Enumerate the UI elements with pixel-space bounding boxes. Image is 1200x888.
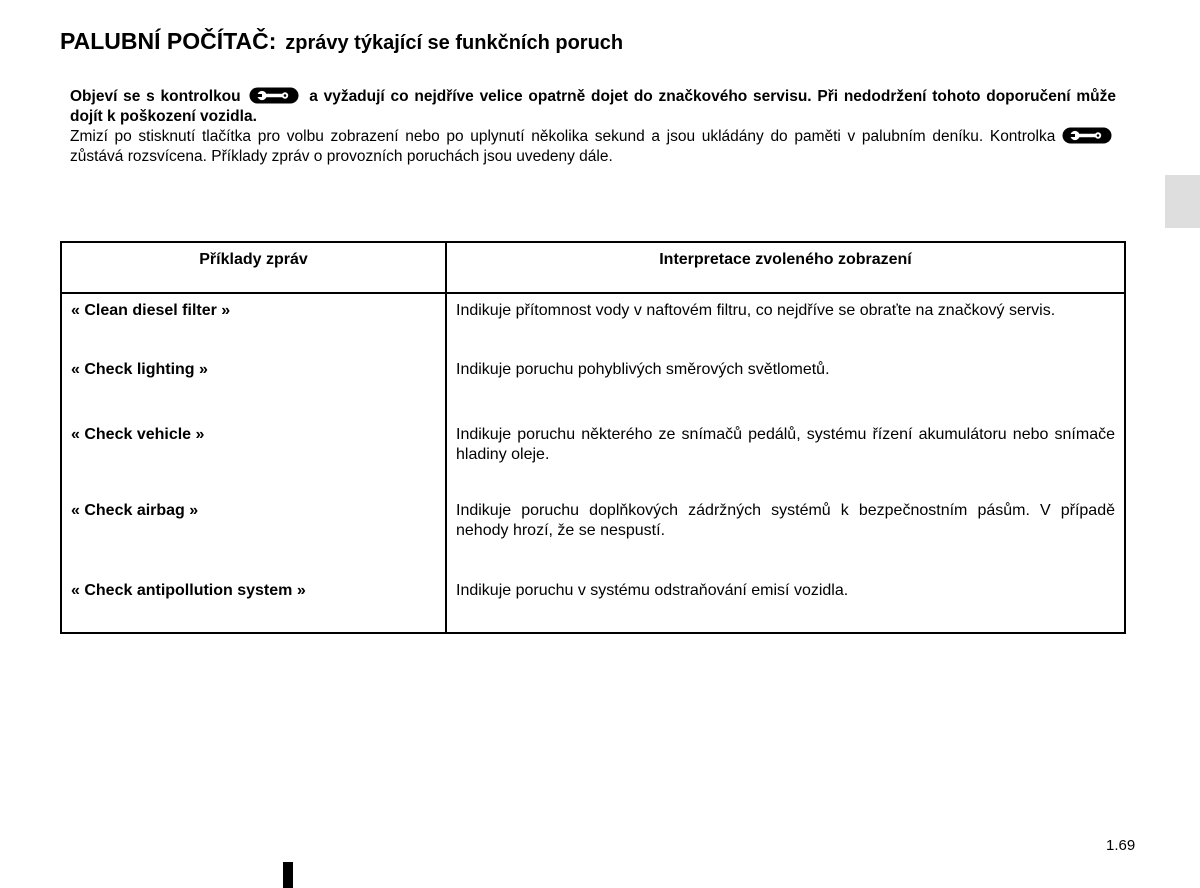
print-mark [283, 862, 293, 888]
section-side-tab [1165, 175, 1200, 228]
intro-info [70, 127, 1116, 167]
intro-warning [70, 87, 1116, 127]
title-subtitle: zprávy týkající se funkčních poruch [285, 32, 624, 54]
header-interpretation: Interpretace zvoleného zobrazení [446, 242, 1125, 293]
service-wrench-icon [249, 87, 299, 104]
interpretation-cell: Indikuje poruchu některého ze snímačů pedálů, systému řízení akumulátoru nebo snímače hladiny oleje. [446, 425, 1125, 501]
table-row [61, 425, 1125, 501]
message-cell: « Clean diesel filter » [61, 293, 446, 360]
page-number: 1.69 [1106, 837, 1136, 854]
table-row [61, 293, 1125, 360]
intro-info-part2: zůstává rozsvícena. Příklady zpráv o provozních poruchách jsou uvedeny dále. [70, 148, 613, 165]
intro-warning-part1: Objeví se s kontrolkou [70, 88, 241, 105]
service-wrench-icon [1062, 127, 1112, 144]
intro-info-part1: Zmizí po stisknutí tlačítka pro volbu zobrazení nebo po uplynutí několika sekund a jsou ukládány do paměti v palubním deníku. Kontrolka [70, 128, 1056, 145]
table-header-row [61, 242, 1125, 293]
page-title [60, 20, 623, 57]
message-cell: « Check vehicle » [61, 425, 446, 501]
intro-text [70, 87, 1116, 167]
header-messages: Příklady zpráv [61, 242, 446, 293]
message-cell: « Check airbag » [61, 501, 446, 581]
message-cell: « Check lighting » [61, 360, 446, 425]
title-main: PALUBNÍ POČÍTAČ: [60, 28, 277, 54]
intro-warning-part2: a vyžadují co nejdříve velice opatrně dojet do značkového servisu. Při nedodržení tohoto doporučení může dojít k poškození vozidla. [70, 88, 1116, 125]
messages-table [60, 241, 1126, 634]
table-row [61, 501, 1125, 581]
interpretation-cell: Indikuje poruchu v systému odstraňování emisí vozidla. [446, 581, 1125, 633]
interpretation-cell: Indikuje poruchu doplňkových zádržných systémů k bezpečnostním pásům. V případě nehody hrozí, že se nespustí. [446, 501, 1125, 581]
table-row [61, 360, 1125, 425]
message-cell: « Check antipollution system » [61, 581, 446, 633]
table-row [61, 581, 1125, 633]
interpretation-cell: Indikuje přítomnost vody v naftovém filtru, co nejdříve se obraťte na značkový servis. [446, 293, 1125, 360]
interpretation-cell: Indikuje poruchu pohyblivých směrových světlometů. [446, 360, 1125, 425]
